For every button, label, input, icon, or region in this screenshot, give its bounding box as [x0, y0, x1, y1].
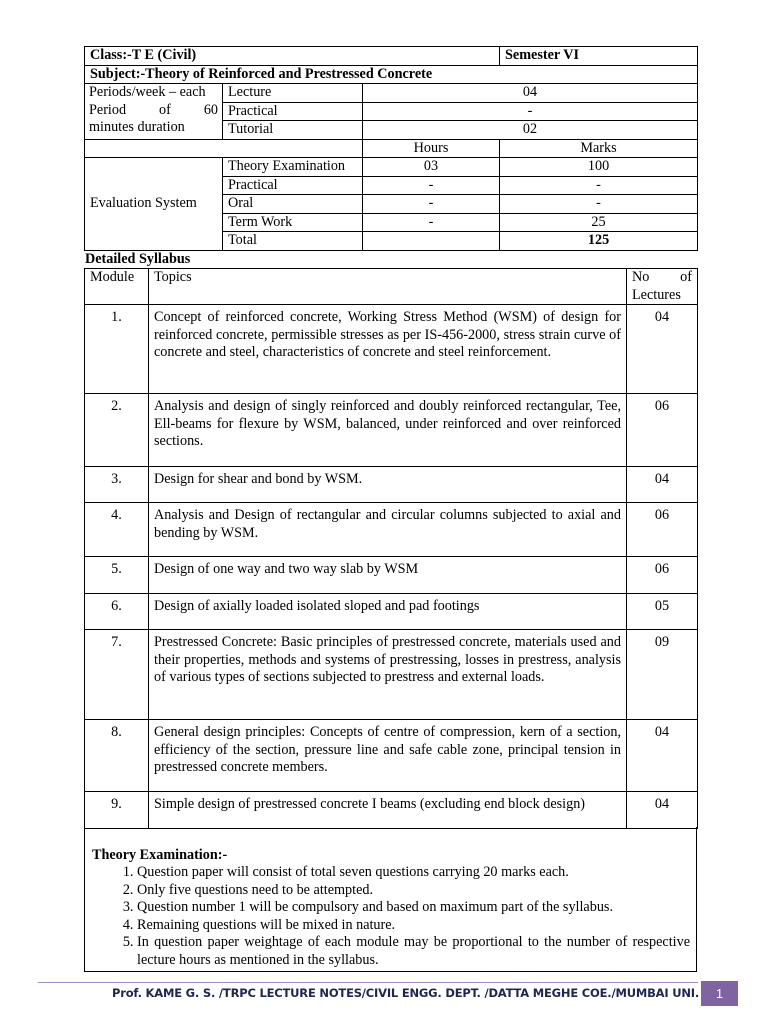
- col-lectures-c: Lectures: [632, 286, 681, 303]
- period-practical-name: Practical: [223, 102, 363, 121]
- module-number: 1.: [85, 305, 149, 394]
- theory-exam-title: Theory Examination:-: [92, 847, 228, 863]
- module-topic: Prestressed Concrete: Basic principles of prestressed concrete, materials used and their properties, methods and systems of prestressing, losses in prestress, analysis of various types of sections subjected to prestress and external loads.: [149, 630, 627, 720]
- eval-practical-marks: -: [500, 176, 698, 195]
- eval-theory-marks: 100: [500, 158, 698, 177]
- footer-divider: [38, 982, 698, 983]
- module-topic: Design of one way and two way slab by WSM: [149, 557, 627, 594]
- periods-line2a: Period: [89, 101, 127, 118]
- eval-oral-name: Oral: [223, 195, 363, 214]
- table-row: [85, 594, 698, 630]
- eval-total-hours: [363, 232, 500, 251]
- module-number: 7.: [85, 630, 149, 720]
- module-number: 6.: [85, 594, 149, 630]
- list-item: 2. Only five questions need to be attempted.: [137, 882, 690, 900]
- module-lectures: 04: [627, 305, 698, 394]
- table-row: [85, 557, 698, 594]
- col-lectures-header: [627, 269, 698, 305]
- module-topic: Simple design of prestressed concrete I beams (excluding end block design): [149, 792, 627, 829]
- subject-label: Subject:-Theory of Reinforced and Prestressed Concrete: [85, 65, 698, 84]
- module-topic: Analysis and design of singly reinforced and doubly reinforced rectangular, Tee, Ell-beams for flexure by WSM, balanced, under reinforced and over reinforced sections.: [149, 394, 627, 467]
- module-topic: Analysis and Design of rectangular and circular columns subjected to axial and bending by WSM.: [149, 503, 627, 557]
- module-number: 2.: [85, 394, 149, 467]
- period-lecture-name: Lecture: [223, 84, 363, 103]
- module-number: 8.: [85, 720, 149, 792]
- list-item: 4. Remaining questions will be mixed in nature.: [137, 917, 690, 935]
- module-topic: Concept of reinforced concrete, Working Stress Method (WSM) of design for reinforced concrete, permissible stresses as per IS-456-2000, stress strain curve of concrete and steel, characteristics of concrete and steel reinforcement.: [149, 305, 627, 394]
- period-practical-value: -: [363, 102, 698, 121]
- module-lectures: 04: [627, 467, 698, 503]
- table-row: [85, 720, 698, 792]
- periods-label: [85, 84, 223, 140]
- table-row: [85, 305, 698, 394]
- theory-exam-list: [92, 864, 690, 969]
- module-lectures: 06: [627, 503, 698, 557]
- eval-theory-hours: 03: [363, 158, 500, 177]
- list-item: 1. Question paper will consist of total seven questions carrying 20 marks each.: [137, 864, 690, 882]
- periods-line3: minutes duration: [89, 119, 185, 135]
- table-row: [85, 503, 698, 557]
- eval-practical-hours: -: [363, 176, 500, 195]
- module-topic: General design principles: Concepts of centre of compression, kern of a section, efficiency of the section, pressure line and safe cable zone, principal tension in prestressed concrete members.: [149, 720, 627, 792]
- module-lectures: 06: [627, 557, 698, 594]
- eval-oral-hours: -: [363, 195, 500, 214]
- evaluation-label: Evaluation System: [85, 158, 223, 251]
- module-lectures: 04: [627, 720, 698, 792]
- period-lecture-value: 04: [363, 84, 698, 103]
- eval-termwork-name: Term Work: [223, 213, 363, 232]
- module-lectures: 05: [627, 594, 698, 630]
- col-lectures-b: of: [680, 269, 692, 285]
- class-label: Class:-T E (Civil): [85, 47, 500, 66]
- eval-total-name: Total: [223, 232, 363, 251]
- module-topic: Design of axially loaded isolated sloped and pad footings: [149, 594, 627, 630]
- table-row: [85, 792, 698, 829]
- periods-line1: Periods/week – each: [89, 84, 206, 100]
- detailed-syllabus-title: Detailed Syllabus: [85, 251, 191, 267]
- theory-exam-box: [84, 827, 697, 972]
- page-number: 1: [701, 981, 738, 1006]
- course-info-table: [84, 46, 698, 251]
- semester-label: Semester VI: [500, 47, 698, 66]
- col-topics-header: Topics: [149, 269, 627, 305]
- module-number: 9.: [85, 792, 149, 829]
- eval-total-marks: 125: [500, 232, 698, 251]
- list-item: 3. Question number 1 will be compulsory and based on maximum part of the syllabus.: [137, 899, 690, 917]
- module-number: 4.: [85, 503, 149, 557]
- hours-header: Hours: [363, 139, 500, 158]
- periods-line2c: 60: [203, 101, 218, 118]
- module-number: 3.: [85, 467, 149, 503]
- eval-termwork-hours: -: [363, 213, 500, 232]
- table-row: [85, 394, 698, 467]
- eval-theory-name: Theory Examination: [223, 158, 363, 177]
- period-tutorial-name: Tutorial: [223, 121, 363, 140]
- marks-header: Marks: [500, 139, 698, 158]
- period-tutorial-value: 02: [363, 121, 698, 140]
- module-lectures: 09: [627, 630, 698, 720]
- module-lectures: 06: [627, 394, 698, 467]
- module-lectures: 04: [627, 792, 698, 829]
- col-lectures-a: No: [632, 269, 650, 285]
- module-topic: Design for shear and bond by WSM.: [149, 467, 627, 503]
- list-item: 5. In question paper weightage of each module may be proportional to the number of respective lecture hours as mentioned in the syllabus.: [137, 934, 690, 969]
- eval-oral-marks: -: [500, 195, 698, 214]
- table-row: [85, 467, 698, 503]
- col-module-header: Module: [85, 269, 149, 305]
- module-number: 5.: [85, 557, 149, 594]
- eval-practical-name: Practical: [223, 176, 363, 195]
- footer-text: Prof. KAME G. S. /TRPC LECTURE NOTES/CIVIL ENGG. DEPT. /DATTA MEGHE COE./MUMBAI UNI.: [112, 986, 700, 1000]
- eval-termwork-marks: 25: [500, 213, 698, 232]
- periods-line2b: of: [159, 101, 171, 118]
- table-row: [85, 630, 698, 720]
- syllabus-table: [84, 268, 698, 829]
